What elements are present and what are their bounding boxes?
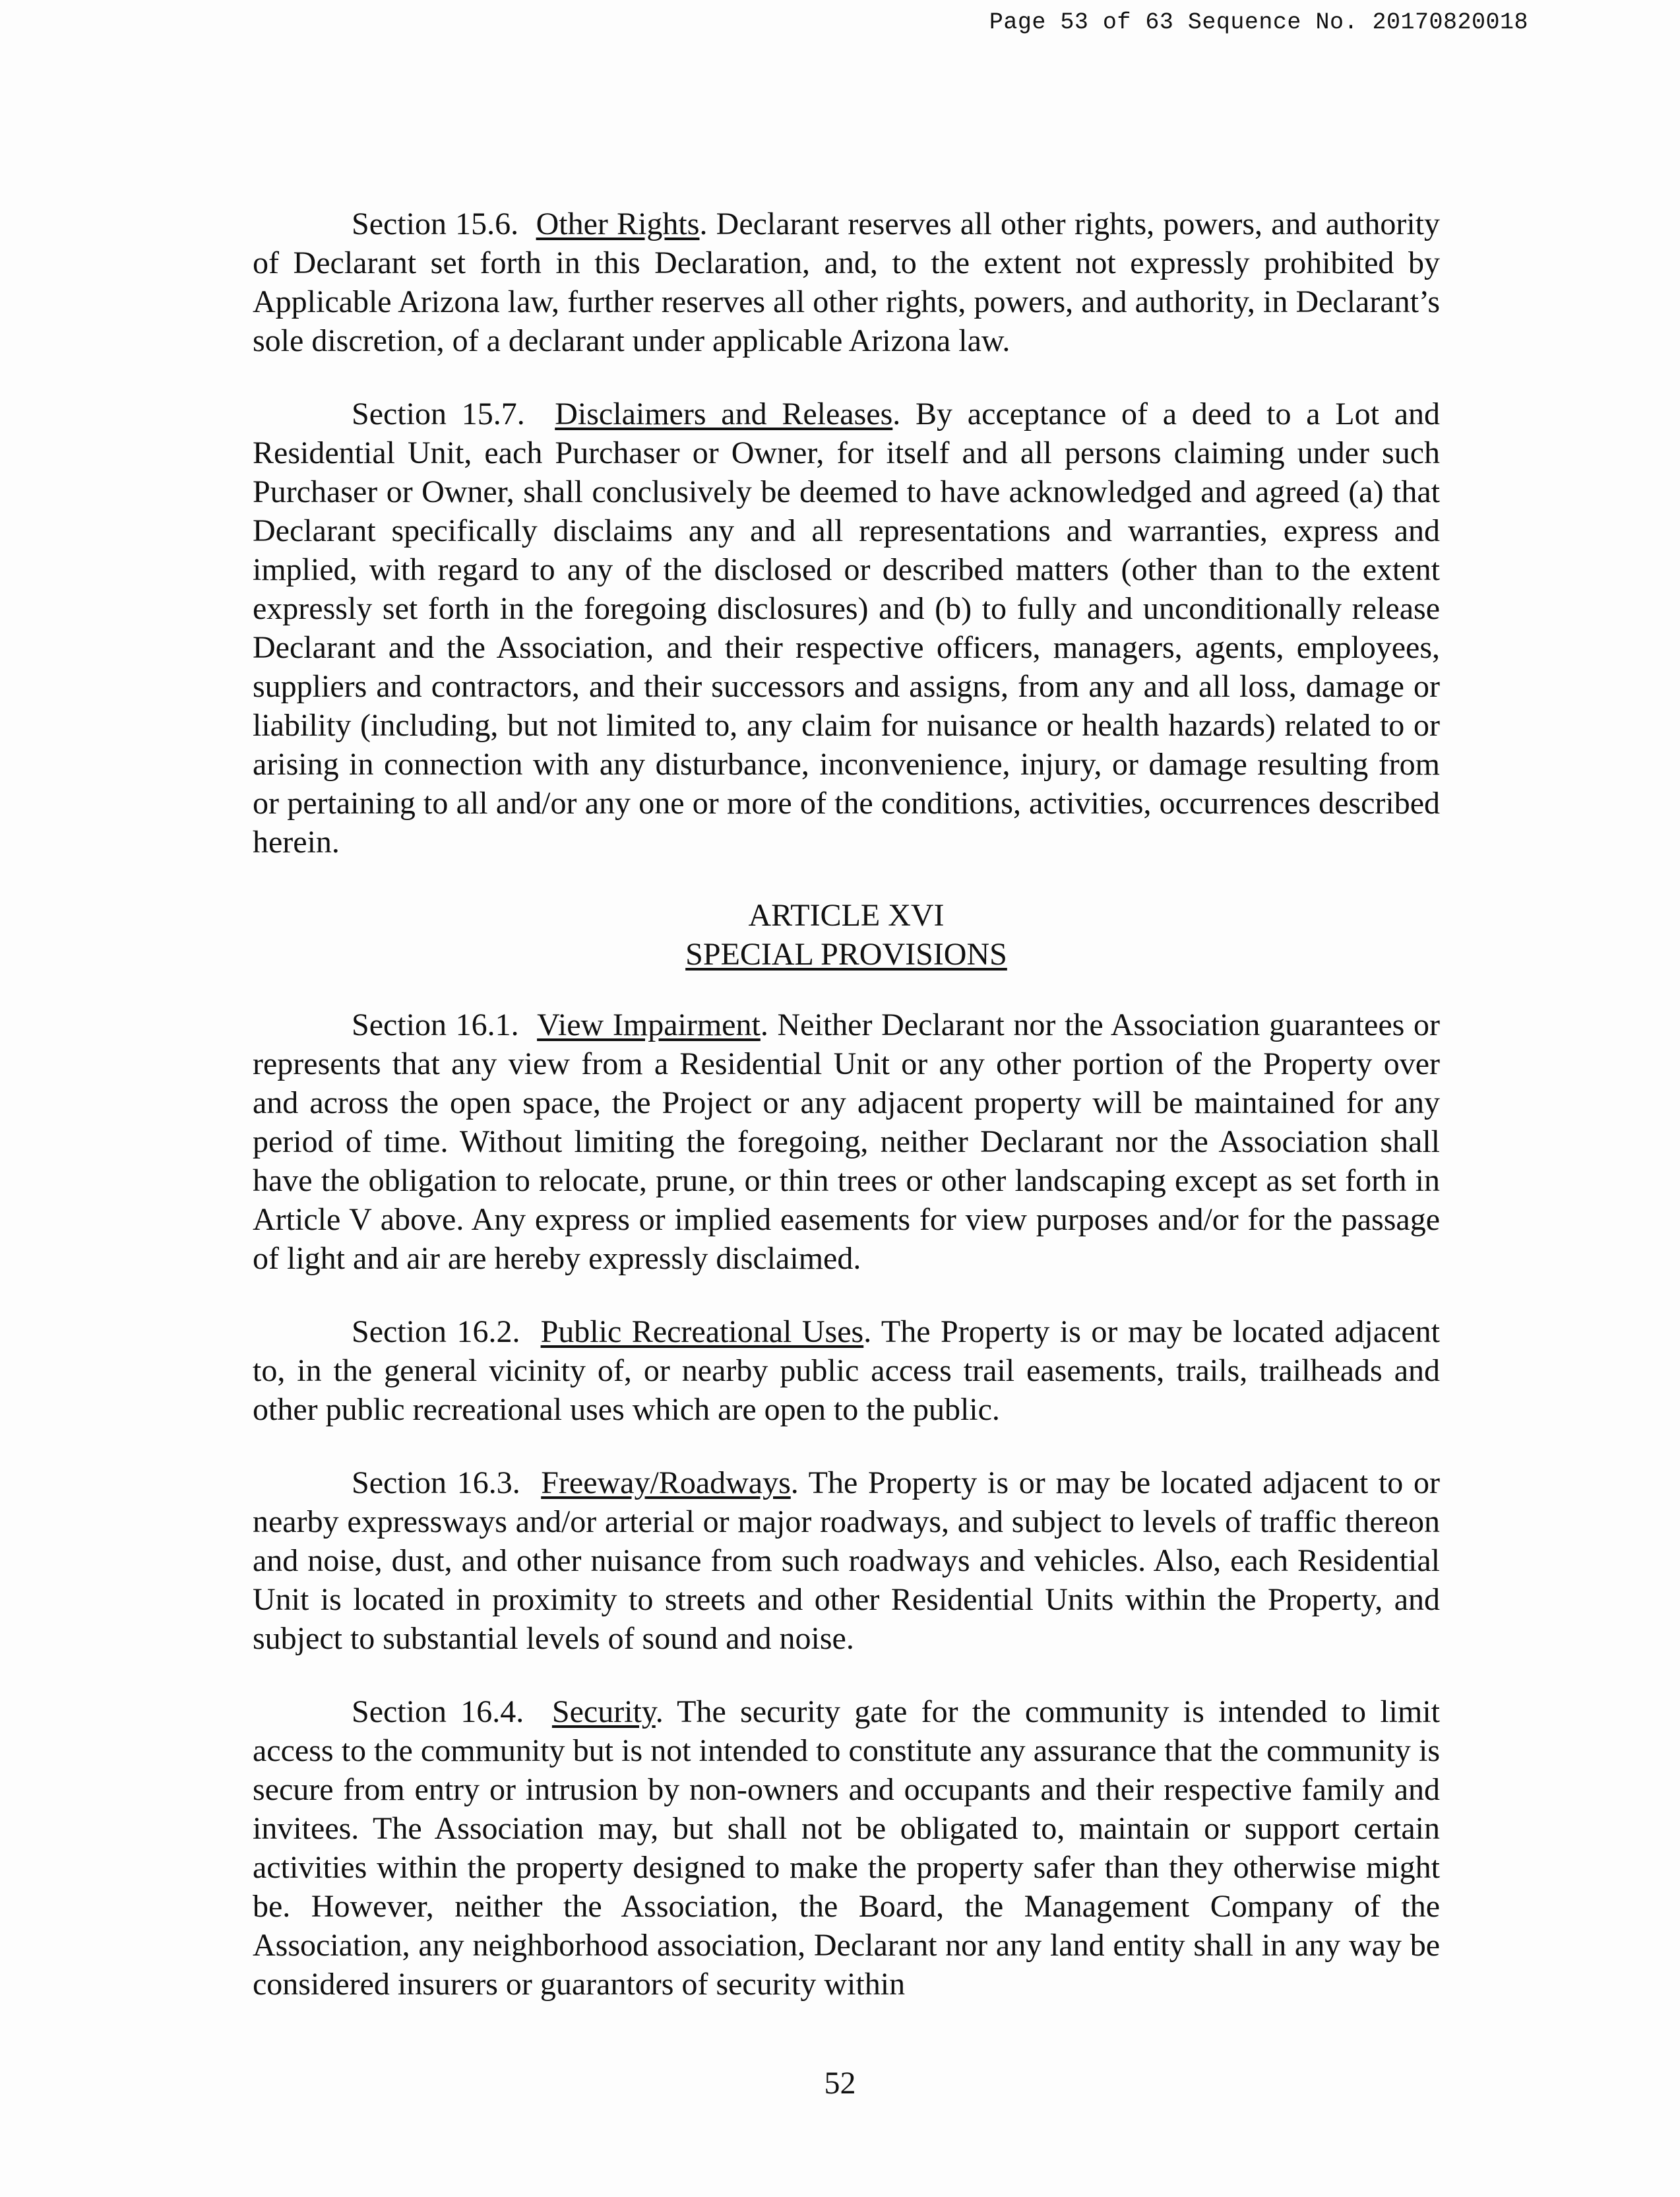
section-title: Security — [551, 1694, 656, 1729]
article-heading — [253, 896, 1440, 974]
section-number: Section 16.3. — [352, 1465, 520, 1500]
section-16-4 — [253, 1692, 1440, 2004]
section-text: . By acceptance of a deed to a Lot and Residential Unit, each Purchaser or Owner, for itself and all persons claiming under such Purchaser or Owner, shall conclusively be deemed to have acknowledged and agreed (a) that Declarant specifically disclaims any and all representations and warranties, express and implied, with regard to any of the disclosed or described matters (other than to the extent expressly set forth in the foregoing disclosures) and (b) to fully and unconditionally release Declarant and the Association, and their respective officers, managers, agents, employees, suppliers and contractors, and their successors and assigns, from any and all loss, damage or liability (including, but not limited to, any claim for nuisance or health hazards) related to or arising in connection with any disturbance, inconvenience, injury, or damage resulting from or pertaining to all and/or any one or more of the conditions, activities, occurrences described herein. — [253, 397, 1441, 860]
section-title: Disclaimers and Releases — [555, 397, 893, 431]
section-text: . Neither Declarant nor the Association guarantees or represents that any view from a Residential Unit or any other portion of the Property over and across the open space, the Project or any adjacent property will be maintained for any period of time. Without limiting the foregoing, neither Declarant nor the Association shall have the obligation to relocate, prune, or thin trees or other landscaping except as set forth in Article V above. Any express or implied easements for view purposes and/or for the passage of light and air are hereby expressly disclaimed. — [253, 1007, 1441, 1276]
section-15-7 — [253, 395, 1440, 862]
article-title: SPECIAL PROVISIONS — [685, 937, 1007, 972]
section-title: Freeway/Roadways — [541, 1465, 791, 1500]
section-number: Section 16.2. — [352, 1314, 520, 1349]
section-16-1 — [253, 1005, 1440, 1278]
section-text: . The security gate for the community is intended to limit access to the community but is not intended to constitute any assurance that the community is secure from entry or intrusion by non-owners and occupants and their respective family and invitees. The Association may, but shall not be obligated to, maintain or support certain activities within the property designed to make the property safer than they otherwise might be. However, neither the Association, the Board, the Management Company of the Association, any neighborhood association, Declarant nor any land entity shall in any way be considered insurers or guarantors of security within — [253, 1694, 1440, 2002]
page-sequence-stamp: Page 53 of 63 Sequence No. 20170820018 — [989, 9, 1528, 36]
section-number: Section 15.6. — [352, 207, 519, 241]
section-16-2 — [253, 1312, 1440, 1429]
section-number: Section 16.4. — [352, 1694, 524, 1729]
section-text: . Declarant reserves all other rights, powers, and authority of Declarant set forth in this Declaration, and, to the extent not expressly prohibited by Applicable Arizona law, further reserves all other rights, powers, and authority, in Declarant’s sole discretion, of a declarant under applicable Arizona law. — [253, 207, 1441, 358]
section-title: View Impairment — [537, 1007, 761, 1042]
document-body — [253, 205, 1440, 2004]
page-number: 52 — [824, 2066, 856, 2101]
article-number: ARTICLE XVI — [748, 898, 945, 933]
section-text: . The Property is or may be located adjacent to, in the general vicinity of, or nearby public access trail easements, trails, trailheads and other public recreational uses which are open to the public. — [253, 1314, 1440, 1427]
section-16-3 — [253, 1463, 1440, 1658]
section-title: Public Recreational Uses — [540, 1314, 864, 1349]
section-15-6 — [253, 205, 1440, 360]
section-text: . The Property is or may be located adjacent to or nearby expressways and/or arterial or major roadways, and subject to levels of traffic thereon and noise, dust, and other nuisance from such roadways and vehicles. Also, each Residential Unit is located in proximity to streets and other Residential Units within the Property, and subject to substantial levels of sound and noise. — [253, 1465, 1440, 1656]
section-number: Section 15.7. — [352, 397, 525, 431]
section-number: Section 16.1. — [352, 1007, 519, 1042]
section-title: Other Rights — [536, 207, 700, 241]
